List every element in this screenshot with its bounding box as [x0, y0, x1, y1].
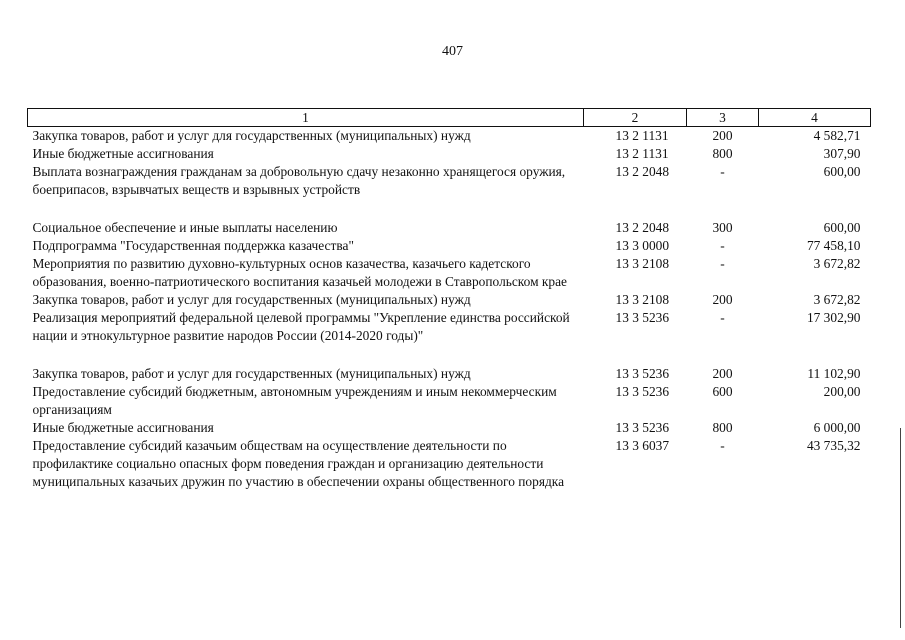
row-type: -	[720, 310, 725, 325]
row-code: 13 2 2048	[615, 164, 670, 179]
row-name: Закупка товаров, работ и услуг для государственных (муниципальных) нужд	[32, 128, 471, 143]
row-amount: 3 672,82	[813, 292, 861, 307]
row-code: 13 3 5236	[615, 366, 670, 381]
row-type: 200	[712, 366, 733, 381]
header-col-4: 4	[759, 109, 871, 127]
row-code: 13 2 1131	[615, 128, 669, 143]
row-code: 13 3 5236	[615, 310, 670, 325]
row-name: Иные бюджетные ассигнования	[32, 420, 214, 435]
scan-margin-line	[900, 428, 901, 628]
row-name: Предоставление субсидий бюджетным, автономным учреждениям и иным некоммерческим организациям	[32, 384, 557, 417]
row-name: Социальное обеспечение и иные выплаты населению	[32, 220, 338, 235]
table-row	[28, 163, 871, 219]
row-amount: 4 582,71	[813, 128, 861, 143]
row-type: -	[720, 438, 725, 453]
row-code: 13 3 6037	[615, 438, 670, 453]
row-name: Закупка товаров, работ и услуг для государственных (муниципальных) нужд	[32, 366, 471, 381]
row-name: Закупка товаров, работ и услуг для государственных (муниципальных) нужд	[32, 292, 471, 307]
header-row	[28, 109, 871, 127]
row-amount: 600,00	[823, 164, 861, 179]
row-type: 600	[712, 384, 733, 399]
table-row	[28, 255, 871, 291]
row-code: 13 3 5236	[615, 420, 670, 435]
row-amount: 6 000,00	[813, 420, 861, 435]
row-amount: 600,00	[823, 220, 861, 235]
table-header	[28, 109, 871, 127]
row-type: -	[720, 164, 725, 179]
row-name: Мероприятия по развитию духовно-культурных основ казачества, казачьего кадетского образования, военно-патриотического воспитания казачьей молодежи в Ставропольском крае	[32, 256, 567, 289]
row-name: Выплата вознаграждения гражданам за добровольную сдачу незаконно хранящегося оружия, боеприпасов, взрывчатых веществ и взрывных устройств	[32, 164, 566, 197]
budget-table	[27, 108, 871, 491]
header-col-1: 1	[28, 109, 584, 127]
table-row	[28, 237, 871, 255]
row-amount: 307,90	[823, 146, 861, 161]
page-number: 407	[442, 44, 463, 59]
table-row	[28, 437, 871, 491]
row-code: 13 2 2048	[615, 220, 670, 235]
row-amount: 43 735,32	[806, 438, 861, 453]
row-amount: 17 302,90	[806, 310, 861, 325]
table-body	[28, 127, 871, 492]
row-amount: 11 102,90	[807, 366, 861, 381]
table-row	[28, 127, 871, 146]
table-row	[28, 309, 871, 365]
row-code: 13 2 1131	[615, 146, 669, 161]
table-row	[28, 145, 871, 163]
row-amount: 3 672,82	[813, 256, 861, 271]
row-type: 800	[712, 420, 733, 435]
row-amount: 77 458,10	[806, 238, 861, 253]
row-code: 13 3 0000	[615, 238, 670, 253]
table-row	[28, 383, 871, 419]
row-name: Иные бюджетные ассигнования	[32, 146, 214, 161]
row-type: 800	[712, 146, 733, 161]
row-code: 13 3 5236	[615, 384, 670, 399]
row-name: Подпрограмма "Государственная поддержка казачества"	[32, 238, 354, 253]
row-name: Предоставление субсидий казачьим обществам на осуществление деятельности по профилактике социально опасных форм поведения граждан и организацию деятельности муниципальных казачьих дружин по участию в обеспечении охраны общественного порядка	[32, 438, 565, 489]
row-type: 200	[712, 292, 733, 307]
row-amount: 200,00	[823, 384, 861, 399]
header-col-2: 2	[584, 109, 687, 127]
table-row	[28, 291, 871, 309]
row-name: Реализация мероприятий федеральной целевой программы "Укрепление единства российской нации и этнокультурное развитие народов России (2014-2020 годы)"	[32, 310, 570, 343]
row-code: 13 3 2108	[615, 256, 670, 271]
header-col-3: 3	[687, 109, 759, 127]
table-row	[28, 219, 871, 237]
row-type: 200	[712, 128, 733, 143]
row-type: 300	[712, 220, 733, 235]
table-row	[28, 419, 871, 437]
row-type: -	[720, 238, 725, 253]
row-code: 13 3 2108	[615, 292, 670, 307]
row-type: -	[720, 256, 725, 271]
table-row	[28, 365, 871, 383]
